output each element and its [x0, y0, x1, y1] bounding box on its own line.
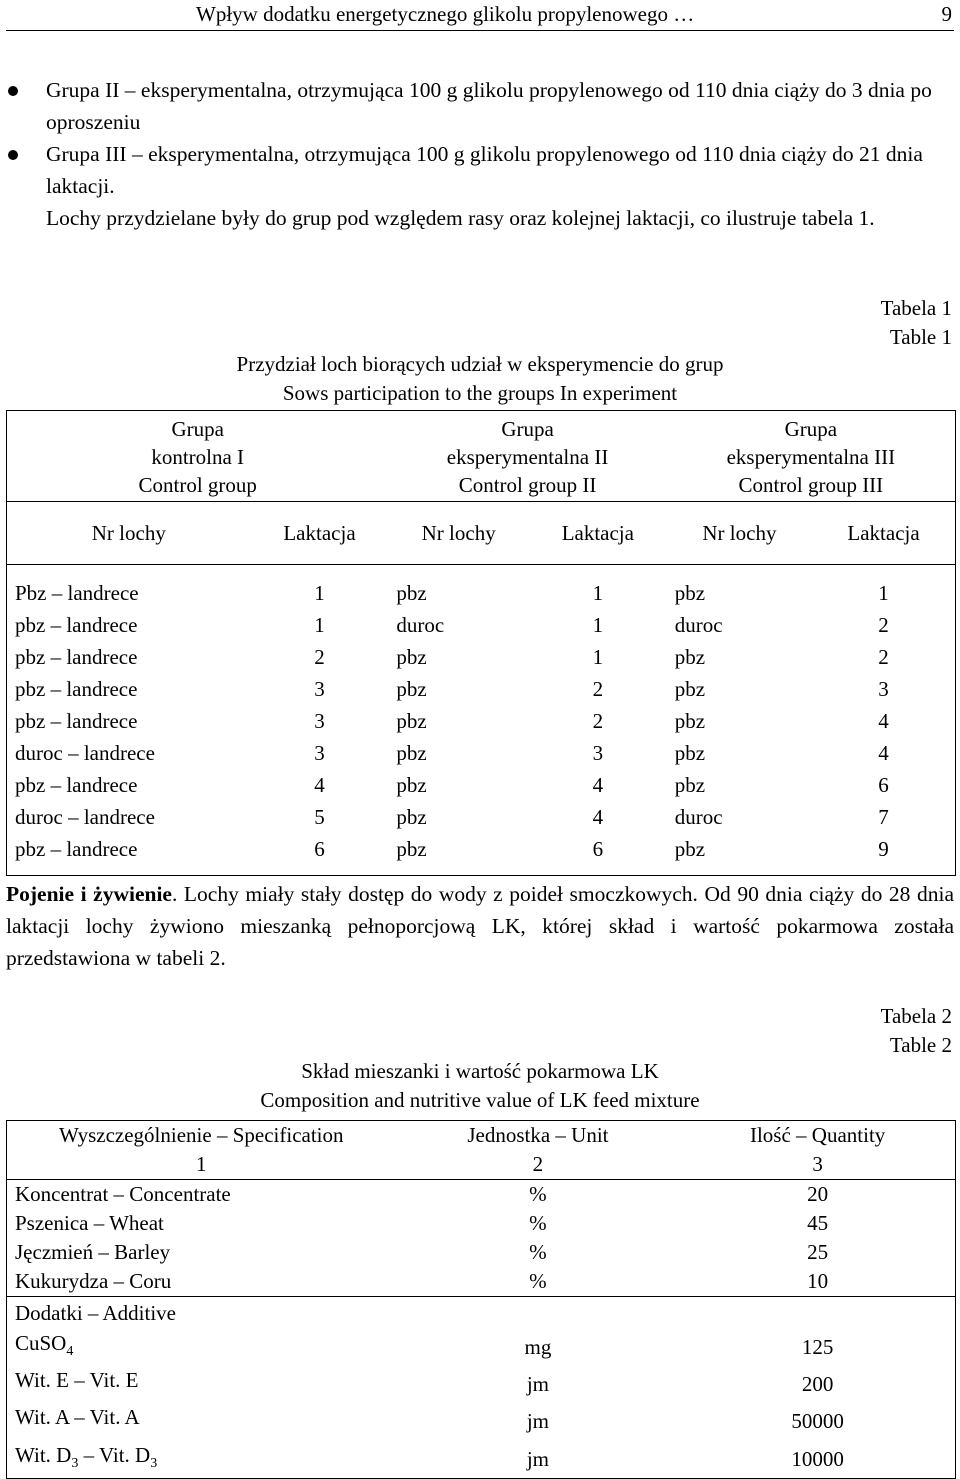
table-cell: 2: [878, 612, 889, 637]
table-cell: 2: [878, 644, 889, 669]
additive-name: [7, 1366, 396, 1403]
additive-name: [7, 1403, 396, 1440]
table-row: [7, 641, 956, 673]
paragraph-assignment: Lochy przydzielane były do grup pod względem rasy oraz kolejnej laktacji, co ilustruje tabela 1.: [46, 206, 875, 230]
group-header-exp3: [667, 411, 956, 502]
table2-label: [881, 1002, 952, 1060]
additive-value: 200: [801, 1372, 834, 1397]
paragraph-feeding-lead: Pojenie i żywienie: [6, 882, 172, 906]
group-header-line: Grupa: [171, 417, 224, 441]
bullet-dot-icon: [8, 86, 18, 96]
table-cell: 6: [592, 836, 604, 861]
additive-name-text: Wit. E – Vit. E: [15, 1368, 139, 1393]
bullet-text: Grupa III – eksperymentalna, otrzymująca 100 g glikolu propylenowego od 110 dnia ciąży do 21 dnia laktacji.: [46, 142, 923, 198]
table-cell: 4: [878, 708, 889, 733]
running-title: Wpływ dodatku energetycznego glikolu propylenowego …: [196, 2, 695, 26]
table-cell: 3: [592, 740, 604, 765]
table-row: [7, 833, 956, 876]
table1-caption: [0, 350, 960, 408]
table-cell: pbz – landrece: [15, 836, 138, 861]
table-cell: %: [529, 1240, 547, 1264]
subscript: 4: [66, 1344, 74, 1360]
table-row: [7, 1209, 956, 1238]
table-cell: 1: [592, 644, 604, 669]
table2-label-pl: Tabela 2: [880, 1004, 952, 1028]
table-row: [7, 609, 956, 641]
table-cell: %: [529, 1182, 547, 1206]
table-cell: 20: [807, 1182, 829, 1206]
table-cell: 3: [878, 676, 889, 701]
table2-caption: [0, 1057, 960, 1115]
column-number: 1: [7, 1150, 396, 1180]
table-cell: pbz: [674, 676, 706, 701]
table-row: [7, 1366, 956, 1403]
table-row: [7, 565, 956, 610]
table-row: [7, 737, 956, 769]
table-cell: %: [529, 1211, 547, 1235]
table-cell: 4: [314, 772, 325, 797]
column-header: Ilość – Quantity: [749, 1123, 886, 1147]
table-cell: Kukurydza – Coru: [15, 1269, 172, 1293]
table-cell: 3: [314, 676, 325, 701]
additives-section-row: [7, 1297, 956, 1330]
table-cell: pbz: [396, 772, 427, 797]
table-cell: pbz: [396, 836, 427, 861]
table-cell: 3: [314, 708, 325, 733]
table-cell: 7: [878, 804, 889, 829]
table-cell: pbz: [674, 644, 706, 669]
table-row: [7, 705, 956, 737]
additive-value: 50000: [791, 1409, 844, 1434]
bullet-item: [6, 74, 954, 138]
column-header: Wyszczególnienie – Specification: [59, 1123, 344, 1147]
table-cell: pbz – landrece: [15, 644, 138, 669]
table2-header-row: [7, 1121, 956, 1151]
table-cell: 4: [592, 772, 604, 797]
column-number: 3: [680, 1150, 955, 1180]
table-row: [7, 1238, 956, 1267]
table-cell: pbz: [674, 740, 706, 765]
table-cell: 2: [314, 644, 325, 669]
table-cell: 4: [592, 804, 604, 829]
additives-label: Dodatki – Additive: [7, 1297, 956, 1330]
table-cell: pbz: [396, 708, 427, 733]
table-cell: pbz – landrece: [15, 772, 138, 797]
additive-unit: jm: [526, 1446, 549, 1471]
table-cell: pbz – landrece: [15, 708, 138, 733]
additive-name-text: – Vit. D: [78, 1442, 151, 1467]
table-cell: 3: [314, 740, 325, 765]
additive-name: [7, 1329, 396, 1366]
group-header-line: kontrolna I: [151, 445, 245, 469]
group-header-line: Control group: [138, 473, 257, 497]
table-row: [7, 801, 956, 833]
table-cell: Jęczmień – Barley: [15, 1240, 171, 1264]
table2-label-en: Table 2: [889, 1033, 952, 1057]
table-cell: 4: [878, 740, 889, 765]
additive-name-text: Wit. D: [15, 1442, 72, 1467]
table-cell: pbz: [396, 644, 427, 669]
table-cell: 10: [807, 1269, 829, 1293]
table-cell: 6: [878, 772, 889, 797]
table-cell: 6: [314, 836, 325, 861]
table-cell: pbz: [674, 708, 706, 733]
subscript: 3: [150, 1455, 158, 1471]
table-cell: pbz: [396, 580, 427, 605]
table-cell: pbz: [674, 836, 706, 861]
table-cell: 1: [314, 580, 325, 605]
table-cell: Koncentrat – Concentrate: [15, 1182, 231, 1206]
table-row: [7, 1329, 956, 1366]
table-cell: 5: [314, 804, 325, 829]
table-row: [7, 673, 956, 705]
column-number: 2: [396, 1150, 681, 1180]
column-header: Nr lochy: [91, 520, 166, 545]
column-header: Laktacja: [561, 520, 634, 545]
table-cell: 1: [878, 580, 889, 605]
group-header-line: Control group II: [458, 473, 597, 497]
table2-caption-pl: Skład mieszanki i wartość pokarmowa LK: [301, 1059, 659, 1083]
group-header-line: eksperymentalna III: [726, 445, 896, 469]
table1-label-pl: Tabela 1: [880, 296, 952, 320]
table-cell: 25: [807, 1240, 829, 1264]
table-row: [7, 1180, 956, 1210]
subscript: 3: [71, 1455, 79, 1471]
table1-caption-pl: Przydział loch biorących udział w eksperymencie do grup: [236, 352, 724, 376]
table-row: [7, 1267, 956, 1297]
table-cell: 1: [314, 612, 325, 637]
table-cell: pbz: [396, 676, 427, 701]
table2-caption-en: Composition and nutritive value of LK feed mixture: [260, 1088, 700, 1112]
table-cell: 9: [878, 836, 889, 861]
table1-subheader-row: [7, 502, 956, 565]
bullet-text: Grupa II – eksperymentalna, otrzymująca 100 g glikolu propylenowego od 110 dnia ciąży do 3 dnia po oproszeniu: [46, 78, 932, 134]
additive-unit: jm: [526, 1372, 549, 1397]
additive-unit: jm: [526, 1409, 549, 1434]
table-cell: pbz: [396, 740, 427, 765]
column-header: Nr lochy: [702, 520, 777, 545]
table-cell: duroc: [396, 612, 445, 637]
table1-label: [881, 294, 952, 352]
page-number: 9: [941, 2, 952, 26]
column-header: Laktacja: [283, 520, 356, 545]
table1-group-assignment: [6, 410, 956, 876]
table-row: [7, 1441, 956, 1479]
group-header-line: eksperymentalna II: [446, 445, 609, 469]
paragraph-feeding-text: . Lochy miały stały dostęp do wody z poideł smoczkowych. Od 90 dnia ciąży do 28 dnia laktacji lochy żywiono mieszanką pełnoporcjową LK, której skład i wartość pokarmowa została przedstawiona w tabeli 2.: [6, 882, 955, 970]
group-header-line: Control group III: [738, 473, 884, 497]
table2-feed-composition: [6, 1120, 956, 1479]
table-row: [7, 1403, 956, 1440]
additive-unit: mg: [524, 1335, 552, 1360]
table-cell: pbz: [674, 580, 706, 605]
additive-name: [7, 1441, 396, 1479]
table-cell: 1: [592, 580, 604, 605]
table-cell: duroc – landrece: [15, 804, 155, 829]
table1-caption-en: Sows participation to the groups In experiment: [282, 381, 678, 405]
additive-name-text: CuSO: [15, 1331, 67, 1355]
table-cell: duroc: [674, 804, 723, 829]
table1-group-header-row: [7, 411, 956, 502]
table-cell: pbz – landrece: [15, 612, 138, 637]
table2-column-number-row: [7, 1150, 956, 1180]
table-cell: 2: [592, 676, 604, 701]
table-cell: duroc: [674, 612, 723, 637]
column-header: Laktacja: [847, 520, 920, 545]
group-bullet-list: [6, 74, 954, 202]
group-header-line: Grupa: [784, 417, 838, 441]
paragraph-feeding: [6, 878, 954, 974]
table-cell: pbz – landrece: [15, 676, 138, 701]
table-cell: %: [529, 1269, 547, 1293]
page-header: [6, 0, 954, 31]
bullet-dot-icon: [8, 150, 18, 160]
group-header-control: [7, 411, 389, 502]
table-row: [7, 769, 956, 801]
table-cell: 2: [592, 708, 604, 733]
table-cell: 1: [592, 612, 604, 637]
column-header: Nr lochy: [421, 520, 496, 545]
group-header-line: Grupa: [501, 417, 554, 441]
group-header-exp2: [388, 411, 666, 502]
table-cell: Pbz – landrece: [15, 580, 139, 605]
table-cell: 45: [807, 1211, 829, 1235]
table-cell: pbz: [396, 804, 427, 829]
table-cell: Pszenica – Wheat: [15, 1211, 164, 1235]
additive-name-text: Wit. A – Vit. A: [15, 1405, 140, 1430]
additive-value: 10000: [791, 1446, 844, 1471]
column-header: Jednostka – Unit: [467, 1123, 609, 1147]
bullet-item: [6, 138, 954, 202]
table-cell: pbz: [674, 772, 706, 797]
table-cell: duroc – landrece: [15, 740, 155, 765]
additive-value: 125: [801, 1335, 834, 1360]
table1-label-en: Table 1: [889, 325, 952, 349]
